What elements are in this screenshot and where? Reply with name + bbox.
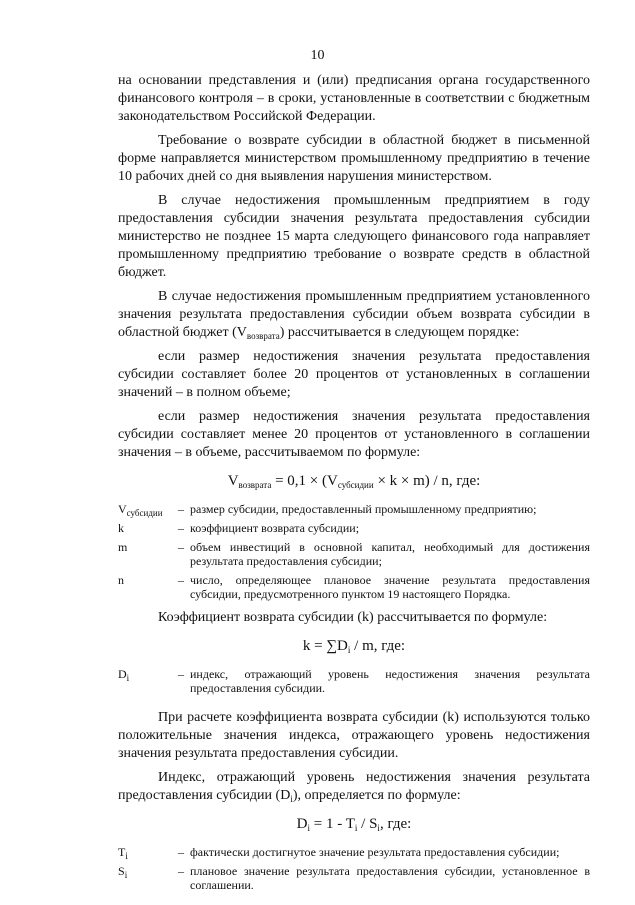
paragraph-2: Требование о возврате субсидии в областной бюджет в письменной форме направляется министерством промышленному предприятию в течение 10 рабочих дней со дня выявления нарушения министерством. [118,133,590,184]
definitions-2 [118,667,590,695]
definition-row: $T_i$ – фактически достигнутое значение результата предоставления субсидии; [118,845,560,861]
document-body [118,72,590,897]
paragraph-7: Коэффициент возврата субсидии (k) рассчитывается по формуле: [158,610,548,625]
definition-row: $S_i$ – плановое значение результата предоставления субсидии, установленное в соглашении. [118,864,590,892]
formula-index: $D_i = 1 - T_i / S_i$, где: [296,816,412,833]
definitions-1 [118,502,590,601]
paragraph-4-text-b: ) рассчитывается в следующем порядке: [279,325,520,340]
paragraph-3: В случае недостижения промышленным предприятием в году предоставления субсидии значения результата предоставления субсидии министерство не позднее 15 марта следующего финансового года направляет промышленному предприятию требование о возврате средств в областной бюджет. [118,193,590,280]
paragraph-4-subscript: возврата [246,331,280,341]
definitions-3 [118,845,590,892]
paragraph-6: если размер недостижения значения результата предоставления субсидии составляет менее 20 процентов от установленного в соглашении значения – в объеме, рассчитываемом по формуле: [118,409,590,460]
paragraph-9: Индекс, отражающий уровень недостижения значения результата предоставления субсидии $(D_i)$, определяется по формуле: [118,770,590,804]
paragraph-4-text-a: В случае недостижения промышленным предприятием установленного значения результата предоставления субсидии объем возврата субсидии в областной бюджет (V [118,289,590,340]
definition-row: $V_{субсидии}$ – размер субсидии, предоставленный промышленному предприятию; [118,502,537,518]
definition-row: k – коэффициент возврата субсидии; [118,521,360,535]
paragraph-1: на основании представления и (или) предписания органа государственного финансового контроля – в сроки, установленные в соответствии с бюджетным законодательством Российской Федерации. [118,73,590,124]
definition-row: m – объем инвестиций в основной капитал, необходимый для достижения результата предоставления субсидии; [118,540,590,568]
paragraph-8: При расчете коэффициента возврата субсидии (k) используются только положительные значения индекса, отражающего уровень недостижения значения результата предоставления субсидии. [118,710,590,761]
paragraph-5: если размер недостижения значения результата предоставления субсидии составляет более 20 процентов от установленных в соглашении значений – в полном объеме; [118,349,590,400]
page-number: 10 [310,48,325,63]
formula-return-volume: $V_{возврата} = 0,1 \times (V_{субсидии} \times k \times m) / n$, где: [227,473,481,490]
definition-row: $D_i$ – индекс, отражающий уровень недостижения значения результата предоставления субсидии. [118,667,590,695]
paragraph-4 [118,288,590,342]
formula-coefficient: $k = \sum D_i / m$, где: [302,638,406,655]
definition-row: n – число, определяющее плановое значение результата предоставления субсидии, предусмотренного пунктом 19 настоящего Порядка. [118,573,590,601]
